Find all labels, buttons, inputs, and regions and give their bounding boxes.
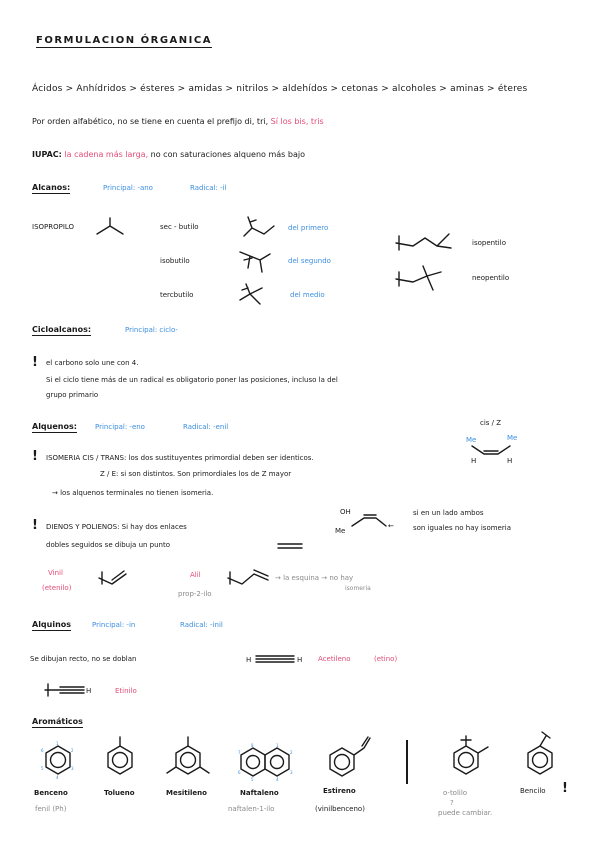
alcanos-radical: Radical: -il [190,184,227,192]
warning-mark: ! [562,781,568,796]
isobutilo-note: del segundo [288,257,331,265]
ambos-note-cont: son iguales no hay isomeria [413,524,511,532]
benzyl-structure [522,728,566,780]
etinilo-label: Etinilo [115,687,137,695]
alphabetical-text: Por orden alfabético, no se tiene en cuenta el prefijo di, tri, [32,117,269,126]
isopentilo-label: isopentilo [472,239,506,247]
neopentilo-label: neopentilo [472,274,510,282]
arrow-left: ← [388,522,394,530]
prop-label: prop-2-ilo [178,590,212,598]
cis-me-right: Me [507,434,518,442]
isobutyl-structure [236,246,276,274]
svg-text:8: 8 [251,743,254,748]
cis-h-left: H [471,457,477,465]
page-title: FORMULACION ÓRGANICA [36,35,212,46]
svg-text:5: 5 [41,766,44,771]
alquinos-recto-note: Se dibujan recto, no se doblan [30,655,137,663]
puede-cambiar-note: puede cambiar. [438,809,493,817]
ethynyl-structure [44,683,96,697]
neopentyl-structure [395,264,461,296]
priority-order: Ácidos > Anhídridos > ésteres > amidas > nitrilos > aldehídos > cetonas > alcoholes > aminas > éteres [32,84,528,94]
dienos-rule: DIENOS Y POLIENOS: Si hay dos enlaces [46,523,187,531]
tertbutyl-structure [236,280,276,308]
secbutilo-label: sec - butilo [160,223,199,231]
svg-text:2: 2 [71,748,74,753]
etenilo-label: (etenilo) [42,584,72,592]
svg-text:1: 1 [276,743,279,748]
dienos-rule-cont: dobles seguidos se dibuja un punto [46,541,171,549]
iupac-rest: no con saturaciones alqueno más bajo [150,150,305,159]
warning-mark: ! [32,449,38,464]
svg-text:H: H [297,656,303,664]
isomeria-rule: ISOMERIA CIS / TRANS: los dos sustituyentes primordial deben ser identicos. [46,454,314,462]
tolueno-label: Tolueno [104,789,135,797]
cis-h-right: H [507,457,513,465]
vinil-label: Vinil [48,569,63,577]
estireno-label: Estireno [323,787,356,795]
etino-label: (etino) [374,655,398,663]
terminal-alkene-note: → los alquenos terminales no tienen isomeria. [52,489,214,497]
svg-text:H: H [86,687,92,695]
alquinos-heading: Alquinos [32,620,72,629]
iupac-chain: la cadena más larga, [64,150,149,159]
alquenos-radical: Radical: -enil [183,423,229,431]
svg-text:2: 2 [290,750,293,755]
mesitylene-structure [164,736,212,784]
alcanos-principal: Principal: -ano [103,184,153,192]
iupac-label: IUPAC: [32,150,62,159]
z-e-rule: Z / E: si son distintos. Son primordiales los de Z mayor [100,470,292,478]
cis-z-label: cis / Z [480,419,502,427]
cicloalcanos-principal: Principal: ciclo- [125,326,178,334]
fenil-label: fenil (Ph) [35,805,67,813]
alphabetical-exception: Sí los bis, tris [270,117,324,126]
naftaleno-label: Naftaleno [240,789,279,797]
iupac-rule [32,151,305,159]
isopropilo-label: ISOPROPILO [32,223,75,231]
question-mark: ? [450,799,454,807]
isopropyl-structure [95,214,125,238]
isobutilo-label: isobutilo [160,257,190,265]
benceno-label: Benceno [34,789,68,797]
aromaticos-heading: Aromáticos [32,717,83,726]
alquinos-radical: Radical: -inil [180,621,223,629]
o-tolyl-structure [446,734,492,780]
tercbutilo-label: tercbutilo [160,291,194,299]
svg-text:3: 3 [71,766,74,771]
mesitileno-label: Mesitileno [166,789,207,797]
warning-mark: ! [32,518,38,533]
alcanos-heading: Alcanos: [32,183,71,192]
secbutyl-structure [240,214,280,240]
alquenos-principal: Principal: -eno [95,423,145,431]
svg-text:5: 5 [251,777,254,782]
carbono-note: el carbono solo une con 4. [46,359,139,367]
no-isomer-alkene [350,514,390,530]
svg-text:3: 3 [290,770,293,775]
svg-text:1: 1 [56,741,59,746]
alquenos-heading: Alquenos: [32,422,77,431]
vertical-divider [406,740,408,784]
svg-text:6: 6 [41,748,44,753]
esquina-note-cont: isomeria [345,585,371,592]
vinilbenceno-label: (vinilbenceno) [315,805,365,813]
cis-alkene-structure [470,444,512,460]
oh-label: OH [340,508,351,516]
acetileno-label: Acetileno [318,655,351,663]
svg-text:4: 4 [56,775,59,780]
svg-text:H: H [246,656,252,664]
allyl-structure [228,564,272,588]
toluene-structure [100,736,140,780]
benzene-structure [38,740,78,780]
naftalen-label: naftalen-1-ilo [228,805,275,813]
me-label: Me [335,527,346,535]
svg-text:7: 7 [238,750,241,755]
cicloalcanos-heading: Cicloalcanos: [32,325,92,334]
cumulated-double-bond [276,541,304,551]
o-tolilo-label: o-tolilo [443,789,468,797]
acetylene-structure [246,652,308,666]
svg-text:4: 4 [276,777,279,782]
naphthalene-structure [238,744,296,782]
ambos-note: si en un lado ambos [413,509,484,517]
svg-text:6: 6 [238,770,241,775]
alquinos-principal: Principal: -in [92,621,136,629]
ciclo-radical-note-cont: grupo primario [46,391,99,399]
cis-me-left: Me [466,436,477,444]
warning-mark: ! [32,355,38,370]
tercbutilo-note: del medio [290,291,325,299]
alphabetical-rule [32,118,324,126]
ciclo-radical-note: Si el ciclo tiene más de un radical es obligatorio poner las posiciones, incluso la del [46,376,338,384]
isopentyl-structure [395,226,461,256]
alil-label: Alil [190,571,201,579]
vinyl-structure [98,568,132,588]
esquina-note: → la esquina → no hay [275,574,354,582]
secbutilo-note: del primero [288,224,329,232]
styrene-structure [322,736,374,780]
bencilo-label: Bencilo [520,787,546,795]
